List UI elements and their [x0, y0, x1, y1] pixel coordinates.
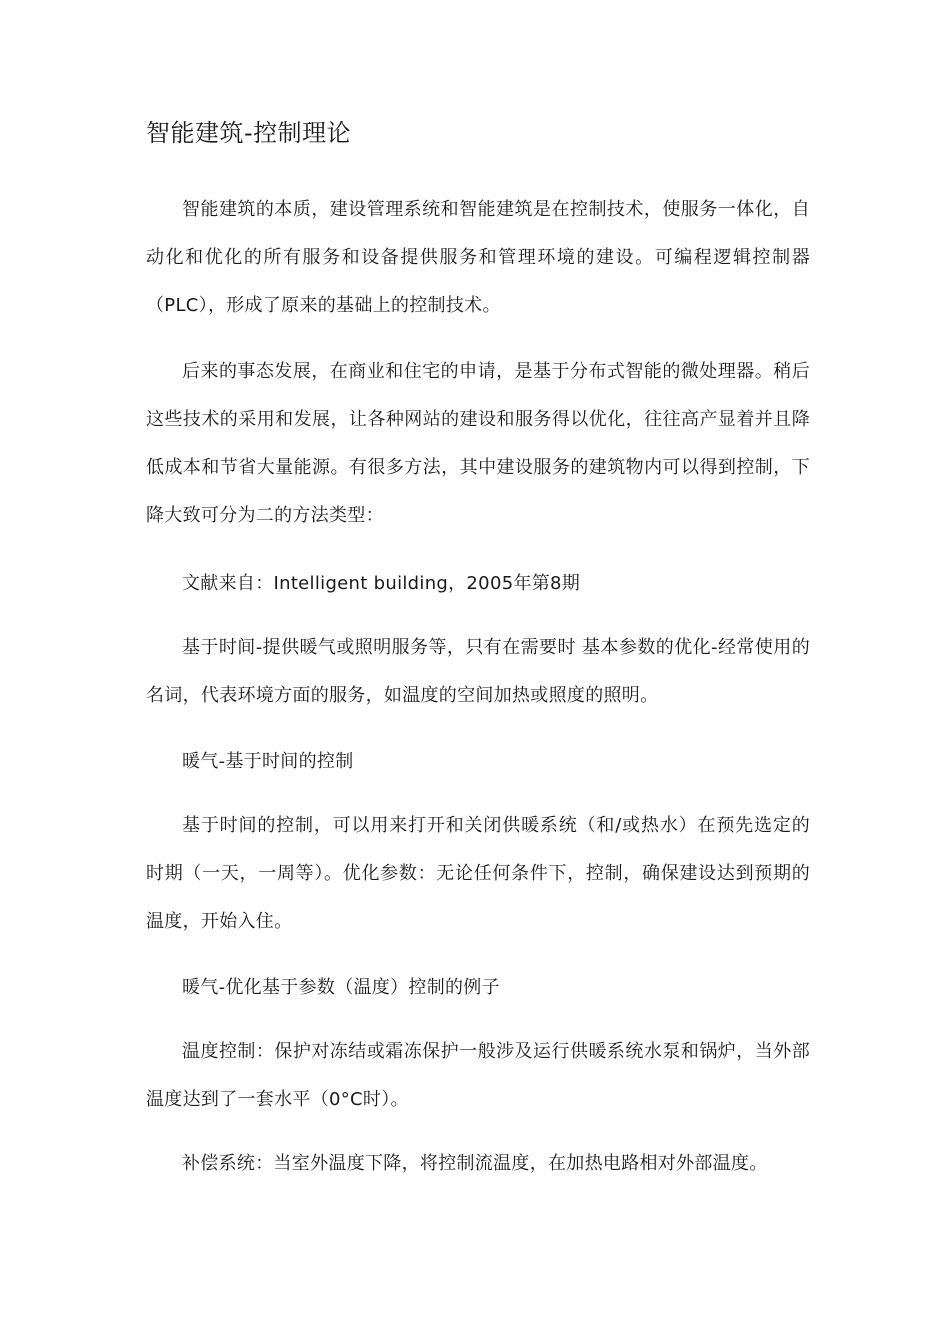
- paragraph-developments: 后来的事态发展，在商业和住宅的申请，是基于分布式智能的微处理器。稍后这些技术的采用和发展，让各种网站的建设和服务得以优化，往往高产显着并且降低成本和节省大量能源。有很多方法，其中建设服务的建筑物内可以得到控制，下降大致可分为二的方法类型：: [146, 361, 810, 526]
- paragraph-time-based: 基于时间-提供暖气或照明服务等，只有在需要时 基本参数的优化-经常使用的名词，代表环境方面的服务，如温度的空间加热或照度的照明。: [146, 637, 810, 706]
- paragraph-temperature-control: 温度控制：保护对冻结或霜冻保护一般涉及运行供暖系统水泵和锅炉，当外部温度达到了一套水平（0°C时）。: [146, 1041, 810, 1110]
- paragraph-time-control: 基于时间的控制，可以用来打开和关闭供暖系统（和/或热水）在预先选定的时期（一天，一周等）。优化参数：无论任何条件下，控制，确保建设达到预期的温度，开始入住。: [146, 815, 810, 932]
- document-title: 智能建筑-控制理论: [146, 119, 352, 147]
- subheading-heating-time: 暖气-基于时间的控制: [182, 751, 354, 772]
- paragraph-intro: 智能建筑的本质，建设管理系统和智能建筑是在控制技术，使服务一体化，自动化和优化的所有服务和设备提供服务和管理环境的建设。可编程逻辑控制器（PLC），形成了原来的基础上的控制技术。: [146, 199, 810, 316]
- subheading-heating-optimized: 暖气-优化基于参数（温度）控制的例子: [182, 977, 500, 998]
- paragraph-reference: 文献来自：Intelligent building，2005年第8期: [182, 573, 581, 594]
- paragraph-compensation: 补偿系统：当室外温度下降，将控制流温度，在加热电路相对外部温度。: [182, 1153, 768, 1174]
